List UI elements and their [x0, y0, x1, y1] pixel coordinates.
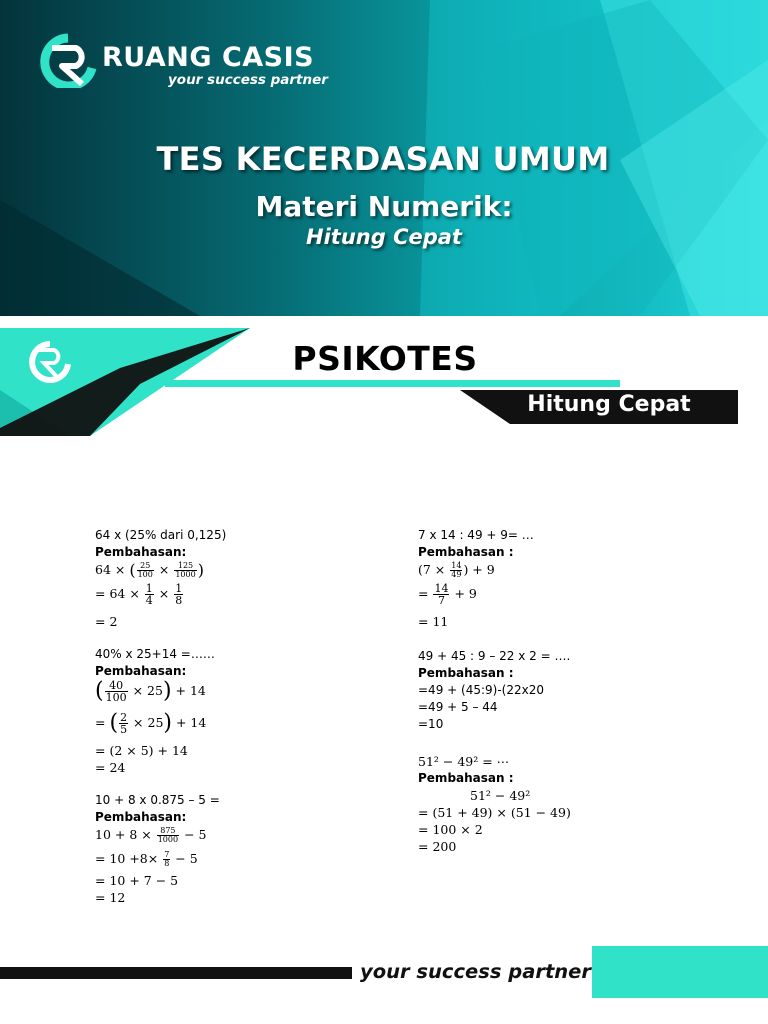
solution-step: = 200 [418, 839, 457, 854]
problem-4 [418, 527, 718, 630]
solution-step: = 10 +8× $\frac{7}{8}$ − 5 [95, 850, 198, 868]
page-title: TES KECERDASAN UMUM [156, 140, 610, 178]
problem-question: 40% x 25+14 =…… [95, 647, 215, 661]
footer-bar [0, 967, 352, 979]
solution-step: (7 × $\frac{14}{49}$ ) + 9 [418, 561, 495, 579]
solution-step: 10 + 8 × $\frac{875}{1000}$ − 5 [95, 826, 207, 844]
section-title: PSIKOTES [292, 339, 478, 378]
solution-step: 51² − 49² [470, 788, 531, 803]
solution-step: = (51 + 49) × (51 − 49) [418, 805, 571, 820]
solution-step: = 100 × 2 [418, 822, 483, 837]
header-banner [0, 0, 768, 316]
solution-label: Pembahasan: [95, 545, 187, 559]
solution-step: ( $\frac{40}{100}$ × 25) + 14 [95, 678, 206, 704]
solution-step: = 2 [95, 614, 118, 629]
problem-question: 49 + 45 : 9 – 22 x 2 = …. [418, 649, 571, 663]
solution-label: Pembahasan: [95, 664, 187, 678]
solution-step: = 12 [95, 890, 126, 905]
problem-1 [95, 527, 385, 630]
footer-tagline: your success partner [360, 960, 592, 983]
solution-step: = ( $\frac{2}{5}$ × 25) + 14 [95, 710, 207, 736]
brand-logo [38, 32, 338, 92]
solution-label: Pembahasan : [418, 771, 514, 785]
problem-question: 7 x 14 : 49 + 9= … [418, 528, 534, 542]
solution-step: = 24 [95, 760, 126, 775]
solution-step: =10 [418, 717, 444, 731]
solution-label: Pembahasan : [418, 666, 514, 680]
problem-5 [418, 648, 718, 733]
page-topic: Hitung Cepat [306, 225, 462, 249]
brand-name: RUANG CASIS [102, 42, 315, 73]
problem-question: 51² − 49² = ⋯ [418, 754, 510, 769]
problem-6 [418, 753, 718, 855]
solution-step: = 11 [418, 614, 449, 629]
logo-emblem-icon [38, 32, 102, 88]
brand-tagline: your success partner [168, 72, 328, 88]
right-problem-column [418, 527, 718, 855]
footer-accent-block [592, 946, 768, 998]
solution-step: = 64 × $\frac{1}{4}$ × $\frac{1}{8}$ [95, 582, 183, 607]
page-subtitle: Materi Numerik: [255, 190, 513, 223]
solution-label: Pembahasan: [95, 810, 187, 824]
left-problem-column [95, 527, 385, 906]
solution-step: =49 + 5 – 44 [418, 700, 498, 714]
problem-question: 10 + 8 x 0.875 – 5 = [95, 793, 220, 807]
solution-label: Pembahasan : [418, 545, 514, 559]
solution-step: = $\frac{14}{7}$ + 9 [418, 582, 477, 607]
section-subtitle: Hitung Cepat [527, 392, 691, 417]
solution-step: 64 × ( $\frac{25}{100}$ × $\frac{125}{1000}$ ) [95, 560, 204, 580]
problem-3 [95, 792, 385, 906]
solution-step: = 10 + 7 − 5 [95, 873, 179, 888]
problem-2 [95, 646, 385, 776]
solution-step: =49 + (45:9)-(22x20 [418, 683, 544, 697]
solution-step: = (2 × 5) + 14 [95, 743, 188, 758]
problem-question: 64 x (25% dari 0,125) [95, 528, 227, 542]
